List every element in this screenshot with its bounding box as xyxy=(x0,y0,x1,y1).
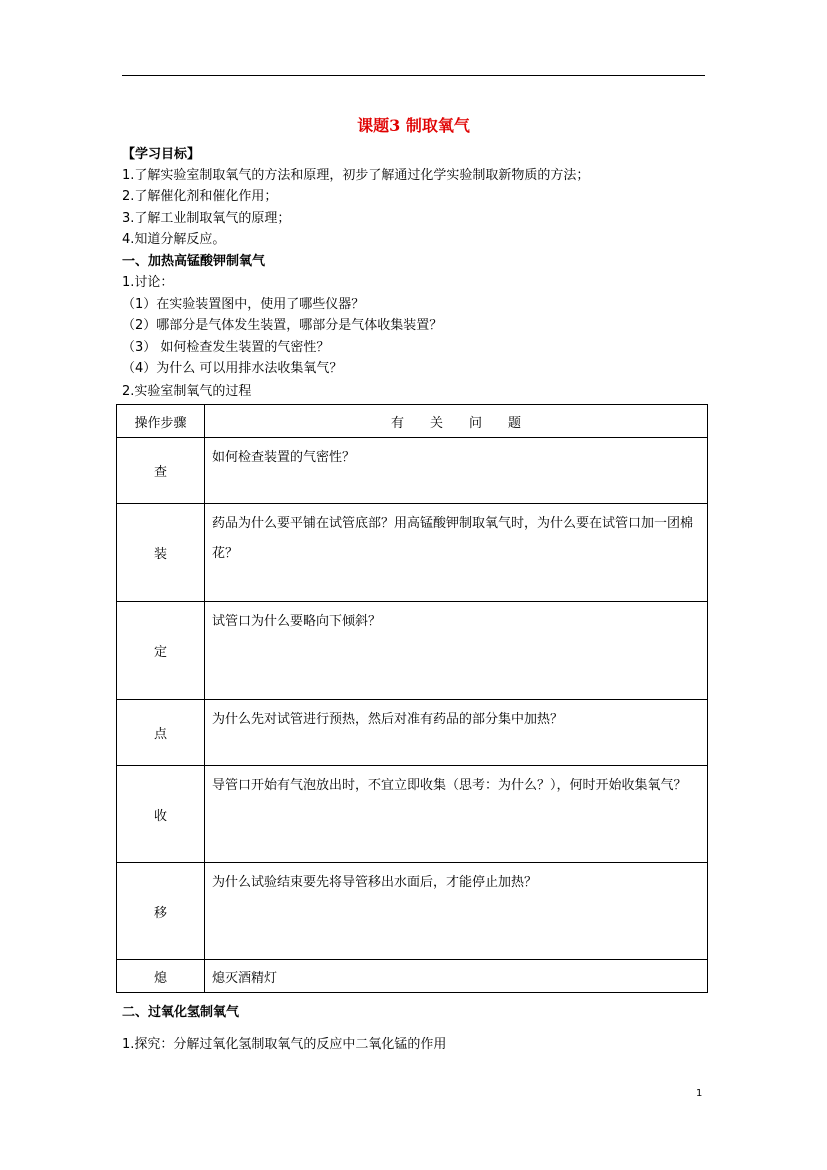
step-cell: 熄 xyxy=(117,960,205,993)
objective-item: 1.了解实验室制取氧气的方法和原理，初步了解通过化学实验制取新物质的方法； xyxy=(122,168,590,183)
process-label: 2.实验室制氧气的过程 xyxy=(122,384,252,399)
question-cell: 熄灭酒精灯 xyxy=(205,960,708,993)
step-cell: 移 xyxy=(117,863,205,960)
discussion-question: （4）为什么 可以用排水法收集氧气？ xyxy=(122,361,343,376)
step-cell: 定 xyxy=(117,602,205,700)
objective-item: 4.知道分解反应。 xyxy=(122,232,226,247)
page-number: 1 xyxy=(696,1088,703,1099)
objective-item: 2.了解催化剂和催化作用； xyxy=(122,189,278,204)
section1-heading: 一、加热高锰酸钾制氧气 xyxy=(122,254,266,269)
question-cell: 导管口开始有气泡放出时，不宜立即收集（思考：为什么？），何时开始收集氧气？ xyxy=(205,766,708,863)
question-cell: 为什么试验结束要先将导管移出水面后，才能停止加热？ xyxy=(205,863,708,960)
table-row xyxy=(117,960,708,993)
step-cell: 收 xyxy=(117,766,205,863)
section2-item: 1.探究：分解过氧化氢制取氧气的反应中二氧化锰的作用 xyxy=(122,1037,447,1052)
step-cell: 点 xyxy=(117,700,205,766)
section2-heading: 二、过氧化氢制氧气 xyxy=(122,1005,240,1020)
question-cell: 为什么先对试管进行预热，然后对准有药品的部分集中加热？ xyxy=(205,700,708,766)
table-row xyxy=(117,863,708,960)
header-rule xyxy=(122,75,705,76)
table-row xyxy=(117,438,708,504)
table-row xyxy=(117,504,708,602)
table-header-row xyxy=(117,405,708,438)
question-cell: 如何检查装置的气密性？ xyxy=(205,438,708,504)
discussion-label: 1.讨论： xyxy=(122,275,174,290)
discussion-question: （3） 如何检查发生装置的气密性？ xyxy=(122,340,330,355)
objectives-heading: 【学习目标】 xyxy=(122,147,201,162)
header-question: 有 关 问 题 xyxy=(205,405,708,438)
header-step: 操作步骤 xyxy=(117,405,205,438)
table-row xyxy=(117,602,708,700)
question-cell: 试管口为什么要略向下倾斜？ xyxy=(205,602,708,700)
table-row xyxy=(117,700,708,766)
objective-item: 3.了解工业制取氧气的原理； xyxy=(122,211,291,226)
discussion-question: （1）在实验装置图中，使用了哪些仪器？ xyxy=(122,297,365,312)
step-cell: 查 xyxy=(117,438,205,504)
table-row xyxy=(117,766,708,863)
question-cell: 药品为什么要平铺在试管底部？用高锰酸钾制取氧气时，为什么要在试管口加一团棉花？ xyxy=(205,504,708,602)
step-cell: 装 xyxy=(117,504,205,602)
procedure-table xyxy=(116,404,708,993)
page-title: 课题3 制取氧气 xyxy=(357,116,470,135)
discussion-question: （2）哪部分是气体发生装置，哪部分是气体收集装置？ xyxy=(122,318,443,333)
